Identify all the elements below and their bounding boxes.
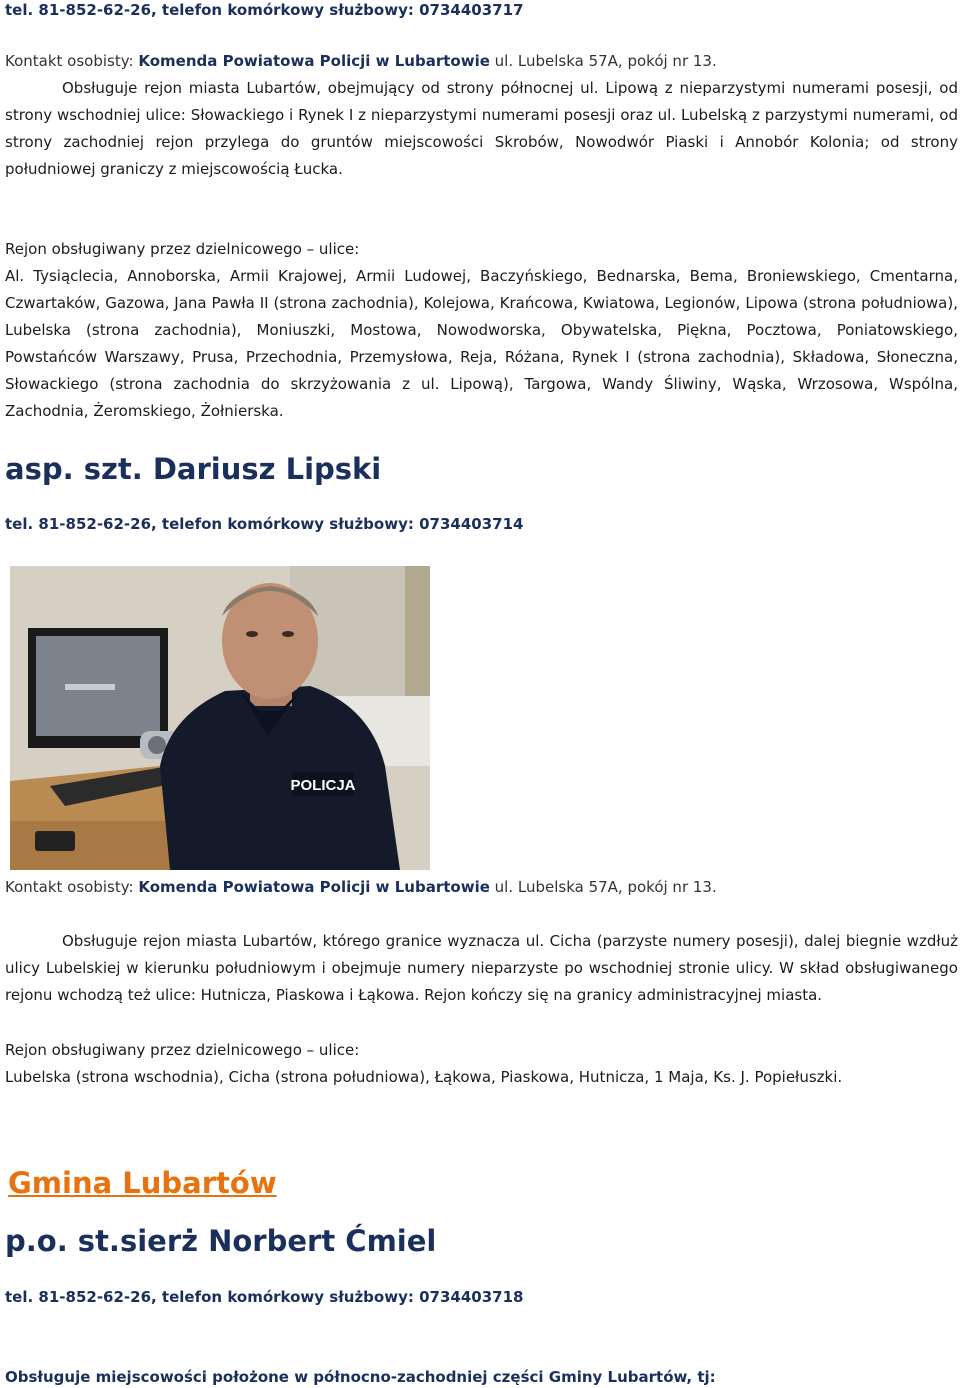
- officer-1-contact: [5, 48, 958, 75]
- gmina-lubartow-link[interactable]: Gmina Lubartów: [8, 1166, 277, 1200]
- officer-2-name: asp. szt. Dariusz Lipski: [5, 452, 382, 486]
- officer-2-description: Obsługuje rejon miasta Lubartów, którego granice wyznacza ul. Cicha (parzyste numery posesji), dalej biegnie wzdłuż ulicy Lubelskiej w kierunku południowym i obejmuje numery nieparzyste po wschodniej stronie ulicy. W skład obsługiwanego rejonu wchodzą też ulice: Hutnicza, Piaskowa i Łąkowa. Rejon kończy się na granicy administracyjnej miasta.: [5, 932, 958, 1004]
- officer-3-description: Obsługuje miejscowości położone w północno-zachodniej części Gminy Lubartów, tj:: [5, 1368, 716, 1386]
- officer-1-phone: tel. 81-852-62-26, telefon komórkowy służbowy: 0734403717: [5, 1, 524, 19]
- contact-place: Komenda Powiatowa Policji w Lubartowie: [138, 52, 490, 70]
- contact-address: ul. Lubelska 57A, pokój nr 13.: [489, 52, 717, 70]
- contact-place: Komenda Powiatowa Policji w Lubartowie: [138, 878, 490, 896]
- officer-1-description: Obsługuje rejon miasta Lubartów, obejmujący od strony północnej ul. Lipową z nieparzystymi numerami posesji, od strony wschodniej ulice: Słowackiego i Rynek I z nieparzystymi numerami posesji oraz ul. Lubelską z parzystymi numerami, od strony zachodniej rejon przylega do gruntów miejscowości Skrobów, Nowodwór Piaski i Annobór Kolonia; od strony południowej graniczy z miejscowością Łucka.: [5, 79, 958, 178]
- officer-3-phone: tel. 81-852-62-26, telefon komórkowy służbowy: 0734403718: [5, 1288, 524, 1306]
- officer-2-contact: [5, 874, 958, 901]
- officer-2-streets-label: Rejon obsługiwany przez dzielnicowego – ulice:: [5, 1041, 360, 1059]
- officer-2-streets: Lubelska (strona wschodnia), Cicha (strona południowa), Łąkowa, Piaskowa, Hutnicza, 1 Maja, Ks. J. Popiełuszki.: [5, 1068, 843, 1086]
- photo-badge-text: POLICJA: [290, 777, 356, 794]
- officer-2-photo: [10, 566, 430, 870]
- officer-1-streets-label: Rejon obsługiwany przez dzielnicowego – ulice:: [5, 240, 360, 258]
- contact-label: Kontakt osobisty:: [5, 878, 139, 896]
- officer-3-name: p.o. st.sierż Norbert Ćmiel: [5, 1224, 437, 1258]
- contact-address: ul. Lubelska 57A, pokój nr 13.: [489, 878, 717, 896]
- contact-label: Kontakt osobisty:: [5, 52, 139, 70]
- officer-2-phone: tel. 81-852-62-26, telefon komórkowy służbowy: 0734403714: [5, 515, 524, 533]
- officer-1-streets: Al. Tysiąclecia, Annoborska, Armii Krajowej, Armii Ludowej, Baczyńskiego, Bednarska, Bema, Broniewskiego, Cmentarna, Czwartaków, Gazowa, Jana Pawła II (strona zachodnia), Kolejowa, Krańcowa, Kwiatowa, Legionów, Lipowa (strona południowa), Lubelska (strona zachodnia), Moniuszki, Mostowa, Nowodworska, Obywatelska, Piękna, Pocztowa, Poniatowskiego, Powstańców Warszawy, Prusa, Przechodnia, Przemysłowa, Reja, Różana, Rynek I (strona zachodnia), Składowa, Słoneczna, Słowackiego (strona zachodnia do skrzyżowania z ul. Lipową), Targowa, Wandy Śliwiny, Wąska, Wrzosowa, Wspólna, Zachodnia, Żeromskiego, Żołnierska.: [5, 267, 958, 420]
